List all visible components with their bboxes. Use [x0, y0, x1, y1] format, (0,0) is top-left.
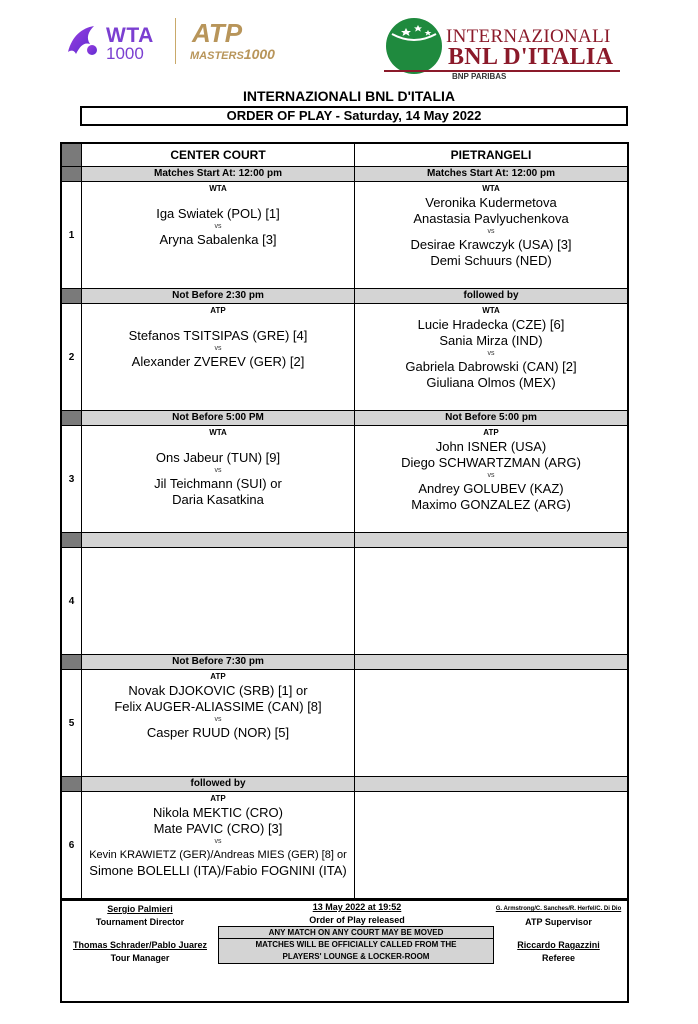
start-time-pietrangeli [355, 777, 627, 791]
start-time-center: Not Before 5:00 PM [82, 411, 355, 425]
manager-name: Thomas Schrader/Pablo Juarez [72, 940, 208, 950]
player-name: Iga Swiatek (POL) [1] [156, 206, 280, 221]
match-cell-center [82, 426, 355, 532]
match-cell-pietrangeli [355, 670, 627, 776]
player-name: Kevin KRAWIETZ (GER)/Andreas MIES (GER) [8] or [89, 849, 347, 861]
time-row [62, 411, 627, 426]
start-time-center: Matches Start At: 12:00 pm [82, 167, 355, 181]
match-number: 6 [62, 792, 82, 898]
match-cell-center [82, 792, 355, 898]
match-number: 3 [62, 426, 82, 532]
release-time: 13 May 2022 at 19:52 [312, 902, 402, 912]
vs-label: vs [214, 223, 222, 230]
tour-label: ATP [210, 794, 226, 803]
court-header-center: CENTER COURT [82, 144, 355, 166]
vs-label: vs [487, 350, 495, 357]
tour-label: ATP [210, 306, 226, 315]
time-row-marker [62, 167, 82, 181]
director-block [62, 903, 218, 929]
tennis-ball-icon [384, 16, 444, 76]
player-name: Ons Jabeur (TUN) [9] [155, 450, 281, 465]
time-row-marker [62, 289, 82, 303]
start-time-center: Not Before 2:30 pm [82, 289, 355, 303]
time-row [62, 655, 627, 670]
match-number: 4 [62, 548, 82, 654]
director-role: Tournament Director [95, 917, 185, 927]
tour-label: ATP [483, 428, 499, 437]
footer [60, 900, 629, 1003]
director-name: Sergio Palmieri [107, 904, 173, 914]
vs-label: vs [214, 838, 222, 845]
tour-label: WTA [209, 184, 227, 193]
atp-masters-1000-logo [188, 18, 278, 66]
start-time-center [82, 533, 355, 547]
internazionali-bnl-logo [384, 14, 634, 82]
player-name: Novak DJOKOVIC (SRB) [1] or [128, 683, 308, 698]
player-name: Giuliana Olmos (MEX) [426, 375, 556, 390]
player-name: Anastasia Pavlyuchenkova [413, 211, 569, 226]
match-number: 5 [62, 670, 82, 776]
player-name: Felix AUGER-ALIASSIME (CAN) [8] [114, 699, 322, 714]
player-name: Andrey GOLUBEV (KAZ) [418, 481, 564, 496]
wta-level: 1000 [106, 44, 144, 63]
tournament-logo-line2: BNL D'ITALIA [448, 44, 614, 70]
time-row-marker [62, 655, 82, 669]
player-name: Sania Mirza (IND) [439, 333, 543, 348]
tour-label: WTA [482, 184, 500, 193]
vs-label: vs [487, 472, 495, 479]
court-header-row [62, 144, 627, 167]
supervisor-role: ATP Supervisor [525, 917, 592, 927]
order-of-play-subtitle: ORDER OF PLAY - Saturday, 14 May 2022 [80, 106, 628, 126]
match-cell-center [82, 304, 355, 410]
spacer [82, 317, 354, 328]
corner-cell [62, 144, 82, 166]
player-name: Desirae Krawczyk (USA) [3] [410, 237, 572, 252]
match-number: 1 [62, 182, 82, 288]
player-name: Maximo GONZALEZ (ARG) [411, 497, 571, 512]
wta-player-icon [64, 22, 102, 60]
match-row [62, 304, 627, 411]
player-name: Stefanos TSITSIPAS (GRE) [4] [128, 328, 308, 343]
time-row [62, 777, 627, 792]
match-number: 2 [62, 304, 82, 410]
match-row [62, 548, 627, 655]
release-block [218, 901, 496, 927]
player-name: Simone BOLELLI (ITA)/Fabio FOGNINI (ITA) [89, 863, 347, 878]
supervisor-names: G. Armstrong/C. Sanches/R. Herfel/C. Di Dio [495, 906, 622, 912]
sponsor-name: BNP PARIBAS [452, 72, 507, 81]
time-row-marker [62, 411, 82, 425]
match-row [62, 792, 627, 898]
logo-divider [175, 18, 176, 64]
match-cell-pietrangeli [355, 426, 627, 532]
match-row [62, 670, 627, 777]
manager-block [62, 939, 218, 965]
time-row-marker [62, 777, 82, 791]
match-cell-center [82, 670, 355, 776]
spacer [82, 439, 354, 450]
time-row [62, 289, 627, 304]
schedule-table [60, 142, 629, 900]
match-cell-center [82, 548, 355, 654]
start-time-pietrangeli: followed by [355, 289, 627, 303]
tour-label: WTA [209, 428, 227, 437]
atp-level: MASTERS1000 [190, 46, 275, 62]
page-title: INTERNAZIONALI BNL D'ITALIA [242, 88, 456, 104]
start-time-pietrangeli: Matches Start At: 12:00 pm [355, 167, 627, 181]
wta-1000-logo [64, 20, 164, 64]
start-time-pietrangeli [355, 533, 627, 547]
referee-role: Referee [541, 953, 576, 963]
notice-moved: ANY MATCH ON ANY COURT MAY BE MOVED [218, 926, 494, 939]
time-row [62, 167, 627, 182]
player-name: Lucie Hradecka (CZE) [6] [417, 317, 565, 332]
match-cell-pietrangeli [355, 548, 627, 654]
tour-label: WTA [482, 306, 500, 315]
match-cell-center [82, 182, 355, 288]
match-cell-pietrangeli [355, 182, 627, 288]
notice-called: MATCHES WILL BE OFFICIALLY CALLED FROM THE PLAYERS' LOUNGE & LOCKER-ROOM [218, 938, 494, 964]
tournament-logo-line1: INTERNAZIONALI [446, 26, 611, 47]
player-name: Jil Teichmann (SUI) or [154, 476, 282, 491]
time-row-marker [62, 533, 82, 547]
start-time-pietrangeli [355, 655, 627, 669]
vs-label: vs [214, 345, 222, 352]
release-label: Order of Play released [309, 915, 405, 925]
player-name: Mate PAVIC (CRO) [3] [153, 821, 283, 836]
tour-label: ATP [210, 672, 226, 681]
start-time-pietrangeli: Not Before 5:00 pm [355, 411, 627, 425]
match-row [62, 182, 627, 289]
header-logos [0, 0, 698, 84]
atp-wordmark: ATP [192, 18, 243, 48]
match-cell-pietrangeli [355, 792, 627, 898]
vs-label: vs [487, 228, 495, 235]
court-header-pietrangeli: PIETRANGELI [450, 148, 532, 162]
player-name: Gabriela Dabrowski (CAN) [2] [405, 359, 577, 374]
start-time-center: Not Before 7:30 pm [82, 655, 355, 669]
player-name: Daria Kasatkina [172, 492, 264, 507]
supervisor-block [486, 903, 631, 929]
player-name: Nikola MEKTIC (CRO) [152, 805, 283, 820]
vs-label: vs [214, 716, 222, 723]
spacer [82, 195, 354, 206]
player-name: Diego SCHWARTZMAN (ARG) [401, 455, 581, 470]
player-name: Alexander ZVEREV (GER) [2] [131, 354, 305, 369]
player-name: John ISNER (USA) [435, 439, 547, 454]
player-name: Casper RUUD (NOR) [5] [146, 725, 290, 740]
start-time-center: followed by [82, 777, 355, 791]
time-row [62, 533, 627, 548]
player-name: Demi Schuurs (NED) [430, 253, 552, 268]
wta-wordmark: WTA [106, 24, 154, 47]
referee-block [486, 939, 631, 965]
manager-role: Tour Manager [110, 953, 170, 963]
player-name: Veronika Kudermetova [425, 195, 557, 210]
referee-name: Riccardo Ragazzini [517, 940, 600, 950]
player-name: Aryna Sabalenka [3] [159, 232, 277, 247]
vs-label: vs [214, 467, 222, 474]
match-cell-pietrangeli [355, 304, 627, 410]
match-row [62, 426, 627, 533]
